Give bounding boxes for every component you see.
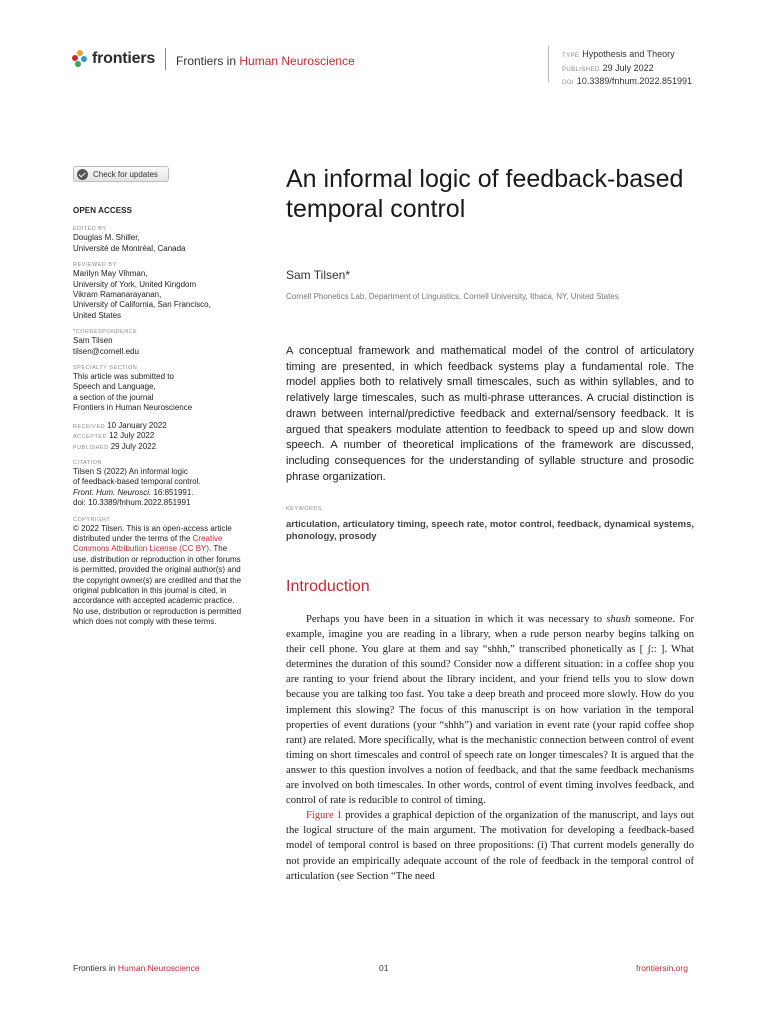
check-updates-label: Check for updates: [93, 169, 158, 179]
citation-volume: 16:851991.: [153, 487, 194, 497]
specialty-label: SPECIALTY SECTION: [73, 365, 138, 372]
edited-by-section: [73, 225, 243, 254]
paragraph-text: provides a graphical depiction of the organization of the manuscript, and lays out the logical structure of the main argument. The motivation for developing a feedback-based model of temporal control is based on three propositions: (i) That current models generally do not provide an empirically adequate account of the role of feedback in the temporal control of articulation (see Section “The need: [286, 810, 695, 882]
received-label: RECEIVED: [73, 423, 106, 430]
citation-journal: Front. Hum. Neurosci.: [73, 487, 152, 497]
figure-1-link[interactable]: Figure 1: [306, 810, 343, 822]
specialty-line: Speech and Language,: [73, 382, 156, 392]
doi-value[interactable]: 10.3389/fnhum.2022.851991: [576, 76, 692, 86]
doi-label: DOI: [562, 80, 574, 86]
italic-term: shush: [606, 614, 631, 625]
specialty-line: This article was submitted to: [73, 372, 174, 382]
open-access-label: OPEN ACCESS: [73, 206, 133, 215]
check-for-updates-button[interactable]: [73, 166, 169, 182]
body-text: [286, 612, 694, 884]
keywords: articulation, articulatory timing, speech rate, motor control, feedback, dynamical systems, phonology, prosody: [286, 519, 694, 542]
citation-label: CITATION: [73, 459, 102, 466]
copyright-section: [73, 516, 243, 628]
copyright-text-end: . The use, distribution or reproduction in other forums is permitted, provided the original author(s) and the copyright owner(s) are credited and that the original publication in this journal is cited, in accordance with accepted academic practice. No use, distribution or reproduction is permitted which does not comply with these terms.: [73, 544, 242, 627]
editor-name: Douglas M. Shiller,: [73, 233, 140, 243]
copyright-label: COPYRIGHT: [73, 516, 111, 523]
accepted-date: 12 July 2022: [108, 431, 155, 441]
accepted-label: ACCEPTED: [73, 434, 107, 441]
reviewer-affiliation: University of California, San Francisco,: [73, 300, 211, 310]
header-divider: [165, 48, 166, 70]
abstract: A conceptual framework and mathematical model of the control of articulatory timing are presented, in which feedback systems play a fundamental role. The model applies both to relatively small timescales, such as within syllables, and to relatively large timescales, such as multi-phrase utterances. A crucial distinction is drawn between internal/predictive feedback and external/sensory feedback. It is argued that speakers modulate attention to feedback to speed up and slow down speech. A number of theoretical implications of the framework are discussed, including consequences for the understanding of syllable structure and prosodic phrase organization.: [286, 345, 694, 483]
published-date: 29 July 2022: [110, 441, 157, 451]
keywords-label: KEYWORDS: [286, 506, 323, 512]
edited-by-label: EDITED BY: [73, 226, 107, 233]
footer-journal[interactable]: [73, 963, 200, 973]
logo-wordmark: frontiers: [92, 50, 156, 67]
type-label: TYPE: [562, 53, 580, 59]
meta-divider: [548, 46, 549, 82]
citation-text: of feedback-based temporal control.: [73, 477, 201, 487]
footer-journal-name: Human Neuroscience: [117, 963, 200, 973]
article-title: An informal logic of feedback-based temporal control: [286, 165, 684, 223]
footer-site-link[interactable]: frontiersin.org: [636, 963, 688, 973]
reviewed-by-section: [73, 261, 243, 321]
reviewer-name: Vikram Ramanarayanan,: [73, 290, 162, 300]
paragraph: [286, 808, 694, 883]
published-value: 29 July 2022: [602, 62, 654, 73]
article-meta: [562, 49, 692, 90]
sidebar: [73, 206, 243, 635]
frontiers-logo-icon: [72, 50, 88, 68]
specialty-line: Frontiers in Human Neuroscience: [73, 403, 193, 413]
author-name[interactable]: Sam Tilsen*: [286, 268, 351, 282]
reviewer-name: Marilyn May Vihman,: [73, 269, 148, 279]
footer-journal-prefix: Frontiers in: [73, 963, 116, 973]
paragraph-text: Perhaps you have been in a situation in which it was necessary to: [306, 614, 607, 625]
published-label: PUBLISHED: [73, 444, 109, 451]
correspondence-name: Sam Tilsen: [73, 336, 113, 346]
page-number: 01: [379, 963, 389, 973]
reviewer-affiliation: University of York, United Kingdom: [73, 279, 197, 289]
reviewed-by-label: REVIEWED BY: [73, 262, 117, 269]
author-affiliation: Cornell Phonetics Lab, Department of Linguistics, Cornell University, Ithaca, NY, United States: [286, 292, 619, 301]
type-value: Hypothesis and Theory: [582, 49, 675, 59]
cc-by-license-link[interactable]: Creative Commons Attribution License (CC BY): [73, 533, 223, 554]
journal-prefix: Frontiers in: [176, 54, 237, 68]
copyright-text: [73, 524, 243, 628]
correspondence-section: [73, 328, 243, 357]
specialty-line: a section of the journal: [73, 392, 154, 402]
reviewer-affiliation: United States: [73, 310, 122, 320]
copyright-text-start: © 2022 Tilsen. This is an open-access article distributed under the terms of the: [73, 523, 232, 543]
journal-name[interactable]: [176, 54, 355, 68]
citation-text: Tilsen S (2022) An informal logic: [73, 466, 188, 476]
dates-section: [73, 421, 243, 452]
citation-section: [73, 459, 243, 509]
correspondence-email[interactable]: tilsen@cornell.edu: [73, 346, 139, 356]
check-circle-icon: [77, 169, 88, 180]
paragraph-text: someone. For example, imagine you are reading in a library, when a rude person nearby begins talking on their cell phone. You glare at them and say “shhh,” transcribed phonetically as [ ʃ:: ]. What determines the duration of this sound? Consider now a different situation: in a coffee shop you are ranting to your friend about the library incident, and your friend tells you to slow down because you are talking too fast. You take a deep breath and proceed more slowly. How do you implement this slowing? The focus of this manuscript is on how variation in the temporal properties of event durations (your “shhh”) and variation in event rate (your rapid coffee shop rant) are related. More specifically, what is the mechanistic connection between control of event timing on short timescales and control of speech rate on longer timescales? It is argued that the answer to this question involves a notion of feedback, and that the same feedback mechanisms are involved on both timescales. In other words, control of event timing involves feedback, and control of rate is reducible to control of timing.: [286, 614, 694, 807]
section-heading-introduction: Introduction: [286, 578, 370, 595]
frontiers-logo[interactable]: [72, 50, 155, 68]
paragraph: [286, 612, 694, 808]
editor-affiliation: Université de Montréal, Canada: [73, 243, 186, 253]
journal-title: Human Neuroscience: [239, 54, 355, 68]
published-label: PUBLISHED: [562, 66, 600, 73]
citation-doi[interactable]: doi: 10.3389/fnhum.2022.851991: [73, 498, 191, 508]
specialty-section: [73, 364, 243, 414]
correspondence-label: *CORRESPONDENCE: [73, 329, 138, 336]
received-date: 10 January 2022: [107, 420, 167, 430]
